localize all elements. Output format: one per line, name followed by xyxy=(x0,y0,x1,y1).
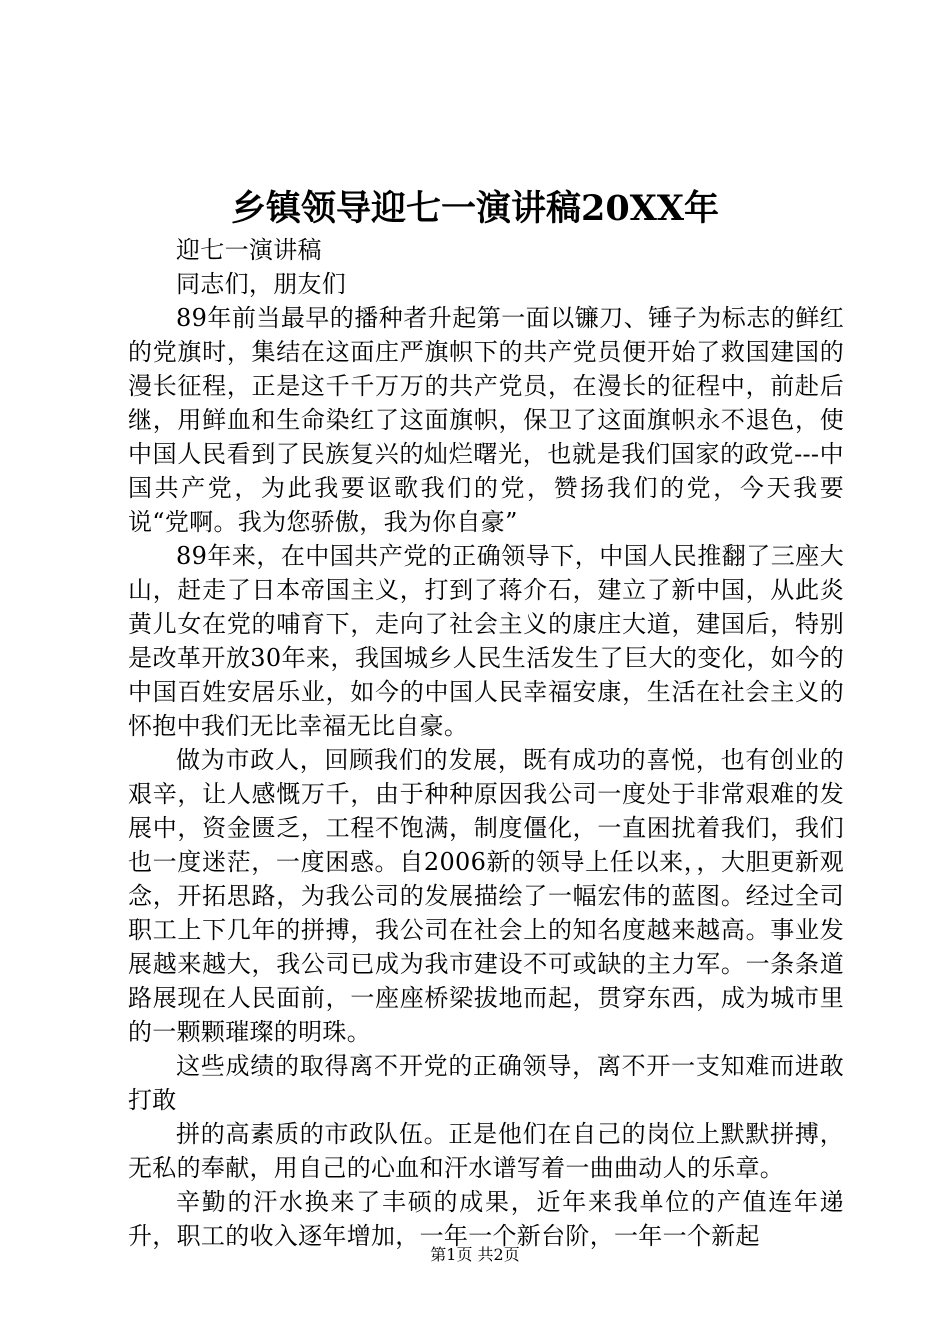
paragraph: 辛勤的汗水换来了丰硕的成果，近年来我单位的产值连年递升，职工的收入逐年增加，一年一个新台阶，一年一个新起 xyxy=(128,1188,844,1250)
paragraph: 同志们，朋友们 xyxy=(176,270,347,298)
paragraph: 做为市政人，回顾我们的发展，既有成功的喜悦，也有创业的艰辛，让人感慨万千，由于种种原因我公司一度处于非常艰难的发展中，资金匮乏，工程不饱满，制度僵化，一直困扰着我们，我们也一度迷茫，一度困惑。自2006新的领导上任以来，，大胆更新观念，开拓思路，为我公司的发展描绘了一幅宏伟的蓝图。经过全司职工上下几年的拼搏，我公司在社会上的知名度越来越高。事业发展越来越大，我公司已成为我市建设不可或缺的主力军。一条条道路展现在人民面前，一座座桥梁拔地而起，贯穿东西，成为城市里的一颗颗璀璨的明珠。 xyxy=(128,746,844,1046)
paragraph: 89年前当最早的播种者升起第一面以镰刀、锤子为标志的鲜红的党旗时，集结在这面庄严旗帜下的共产党员便开始了救国建国的漫长征程，正是这千千万万的共产党员，在漫长的征程中，前赴后继，用鲜血和生命染红了这面旗帜，保卫了这面旗帜永不退色，使中国人民看到了民族复兴的灿烂曙光，也就是我们国家的政党---中国共产党，为此我要讴歌我们的党，赞扬我们的党，今天我要说“党啊。我为您骄傲，我为你自豪” xyxy=(128,304,844,536)
document-title: 乡镇领导迎七一演讲稿20XX年 xyxy=(230,188,720,229)
paragraph: 89年来，在中国共产党的正确领导下，中国人民推翻了三座大山，赶走了日本帝国主义，打到了蒋介石，建立了新中国，从此炎黄儿女在党的哺育下，走向了社会主义的康庄大道，建国后，特别是改革开放30年来，我国城乡人民生活发生了巨大的变化，如今的中国百姓安居乐业，如今的中国人民幸福安康，生活在社会主义的怀抱中我们无比幸福无比自豪。 xyxy=(128,542,844,740)
document-body xyxy=(128,233,844,1253)
paragraph: 这些成绩的取得离不开党的正确领导，离不开一支知难而进敢打敢 xyxy=(128,1052,844,1114)
paragraph: 拼的高素质的市政队伍。正是他们在自己的岗位上默默拼搏，无私的奉献，用自己的心血和汗水谱写着一曲曲动人的乐章。 xyxy=(128,1120,844,1182)
page-number-footer: 第1页 共2页 xyxy=(430,1245,520,1264)
paragraph: 迎七一演讲稿 xyxy=(176,236,322,264)
